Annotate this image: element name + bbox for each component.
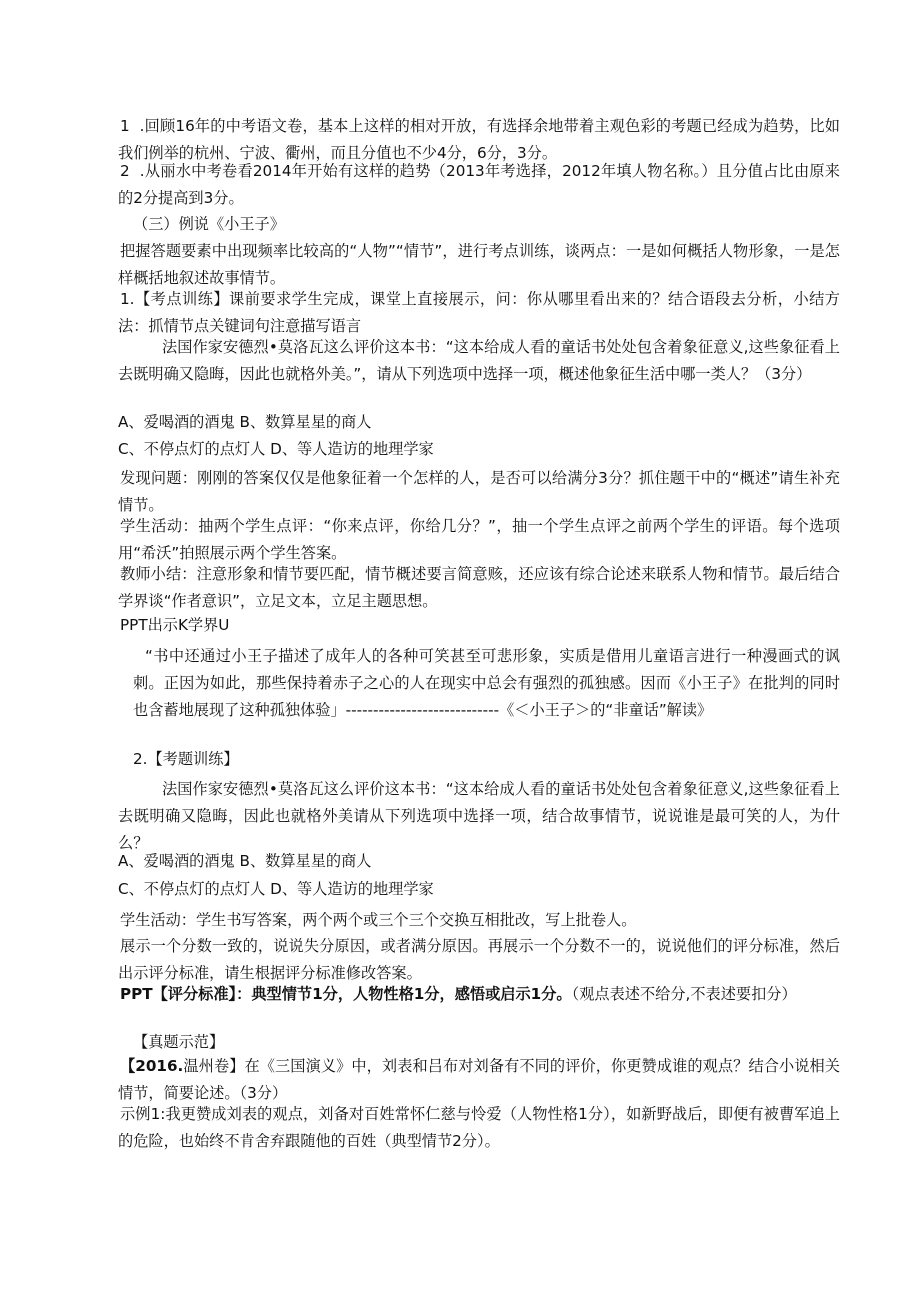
option-line-ab-1: A、爱喝酒的酒鬼 B、数算星星的商人 — [118, 413, 372, 431]
scoring-standard-note: （观点表述不给分,不表述要扣分） — [571, 985, 797, 1003]
paragraph-find-problem: 发现问题：刚刚的答案仅仅是他象征着一个怎样的人，是否可以给满分3分？抓住题干中的“概述”请生补充情节。 — [118, 469, 840, 514]
section-heading-little-prince: （三）例说《小王子》 — [133, 215, 285, 233]
option-line-ab-2: A、爱喝酒的酒鬼 B、数算星星的商人 — [118, 852, 372, 870]
scoring-standard-lead: PPT【评分标准】：典型情节1分，人物性格1分，感悟或启示1分。 — [120, 985, 572, 1003]
wenzhou-question-body: 温州卷】在《三国演义》中，刘表和吕布对刘备有不同的评价，你更赞成谁的观点？结合小说相关情节，简要论述。（3分） — [118, 1057, 840, 1102]
option-line-cd-1: C、不停点灯的点灯人 D、等人造访的地理学家 — [118, 440, 434, 458]
quote-critique: “书中还通过小王子描述了成年人的各种可笑甚至可悲形象，实质是借用儿童语言进行一种漫画式的讽刺。正因为如此，那些保持着赤子之心的人在现实中总会有强烈的孤独感。因而《小王子》在批判的同时也含蓄地展现了这种孤独体验」----------------------------《＜小王子＞的“非童话”解读》 — [133, 647, 840, 719]
paragraph-review-2016: 1 .回顾16年的中考语文卷，基本上这样的相对开放，有选择余地带着主观色彩的考题已经成为趋势，比如我们例举的杭州、宁波、衢州，而且分值也不少4分，6分，3分。 — [118, 117, 840, 162]
paragraph-ppt-scoring-standard — [118, 981, 840, 1008]
paragraph-point-training: 1.【考点训练】课前要求学生完成，课堂上直接展示，问：你从哪里看出来的？结合语段去分析，小结方法：抓情节点关键词句注意描写语言 — [118, 290, 840, 335]
paragraph-student-activity-1: 学生活动：抽两个学生点评：“你来点评，你给几分？”，抽一个学生点评之前两个学生的评语。每个选项用“希沃”拍照展示两个学生答案。 — [118, 517, 840, 562]
paragraph-ppt-show: PPT出示K学界U — [120, 616, 230, 634]
paragraph-lishui-trend: 2 .从丽水中考卷看2014年开始有这样的趋势（2013年考选择，2012年填人物名称。）且分值占比由原来的2分提高到3分。 — [118, 162, 840, 207]
paragraph-teacher-summary: 教师小结：注意形象和情节要匹配，情节概述要言简意赅，还应该有综合论述来联系人物和情节。最后结合学界谈“作者意识”，立足文本，立足主题思想。 — [118, 565, 840, 610]
paragraph-question-2: 法国作家安德烈•莫洛瓦这么评价这本书：“这本给成人看的童话书处处包含着象征意义,这些象征看上去既明确又隐晦，因此也就格外美请从下列选项中选择一项，结合故事情节，说说谁是最可笑的人，为什么？ — [118, 780, 840, 852]
paragraph-student-activity-2: 学生活动：学生书写答案，两个两个或三个三个交换互相批改，写上批卷人。 — [120, 911, 637, 929]
option-line-cd-2: C、不停点灯的点灯人 D、等人造访的地理学家 — [118, 880, 434, 898]
heading-exam-training: 2.【考题训练】 — [133, 750, 239, 768]
paragraph-wenzhou-question — [118, 1053, 840, 1107]
paragraph-show-scores: 展示一个分数一致的，说说失分原因，或者满分原因。再展示一个分数不一的，说说他们的评分标准，然后出示评分标准，请生根据评分标准修改答案。 — [118, 937, 840, 982]
heading-real-exam-demo: 【真题示范】 — [133, 1033, 225, 1051]
wenzhou-question-lead: 【2016. — [120, 1057, 184, 1075]
paragraph-answer-elements: 把握答题要素中出现频率比较高的“人物”“情节”，进行考点训练，谈两点：一是如何概括人物形象，一是怎样概括地叙述故事情节。 — [118, 242, 840, 287]
paragraph-example-answer: 示例1:我更赞成刘表的观点，刘备对百姓常怀仁慈与怜爱（人物性格1分），如新野战后，即便有被曹军追上的危险，也始终不肯舍弃跟随他的百姓（典型情节2分）。 — [118, 1105, 840, 1150]
paragraph-question-1: 法国作家安德烈•莫洛瓦这么评价这本书：“这本给成人看的童话书处处包含着象征意义,这些象征看上去既明确又隐晦，因此也就格外美。”，请从下列选项中选择一项，概述他象征生活中哪一类人？（3分） — [118, 338, 840, 383]
